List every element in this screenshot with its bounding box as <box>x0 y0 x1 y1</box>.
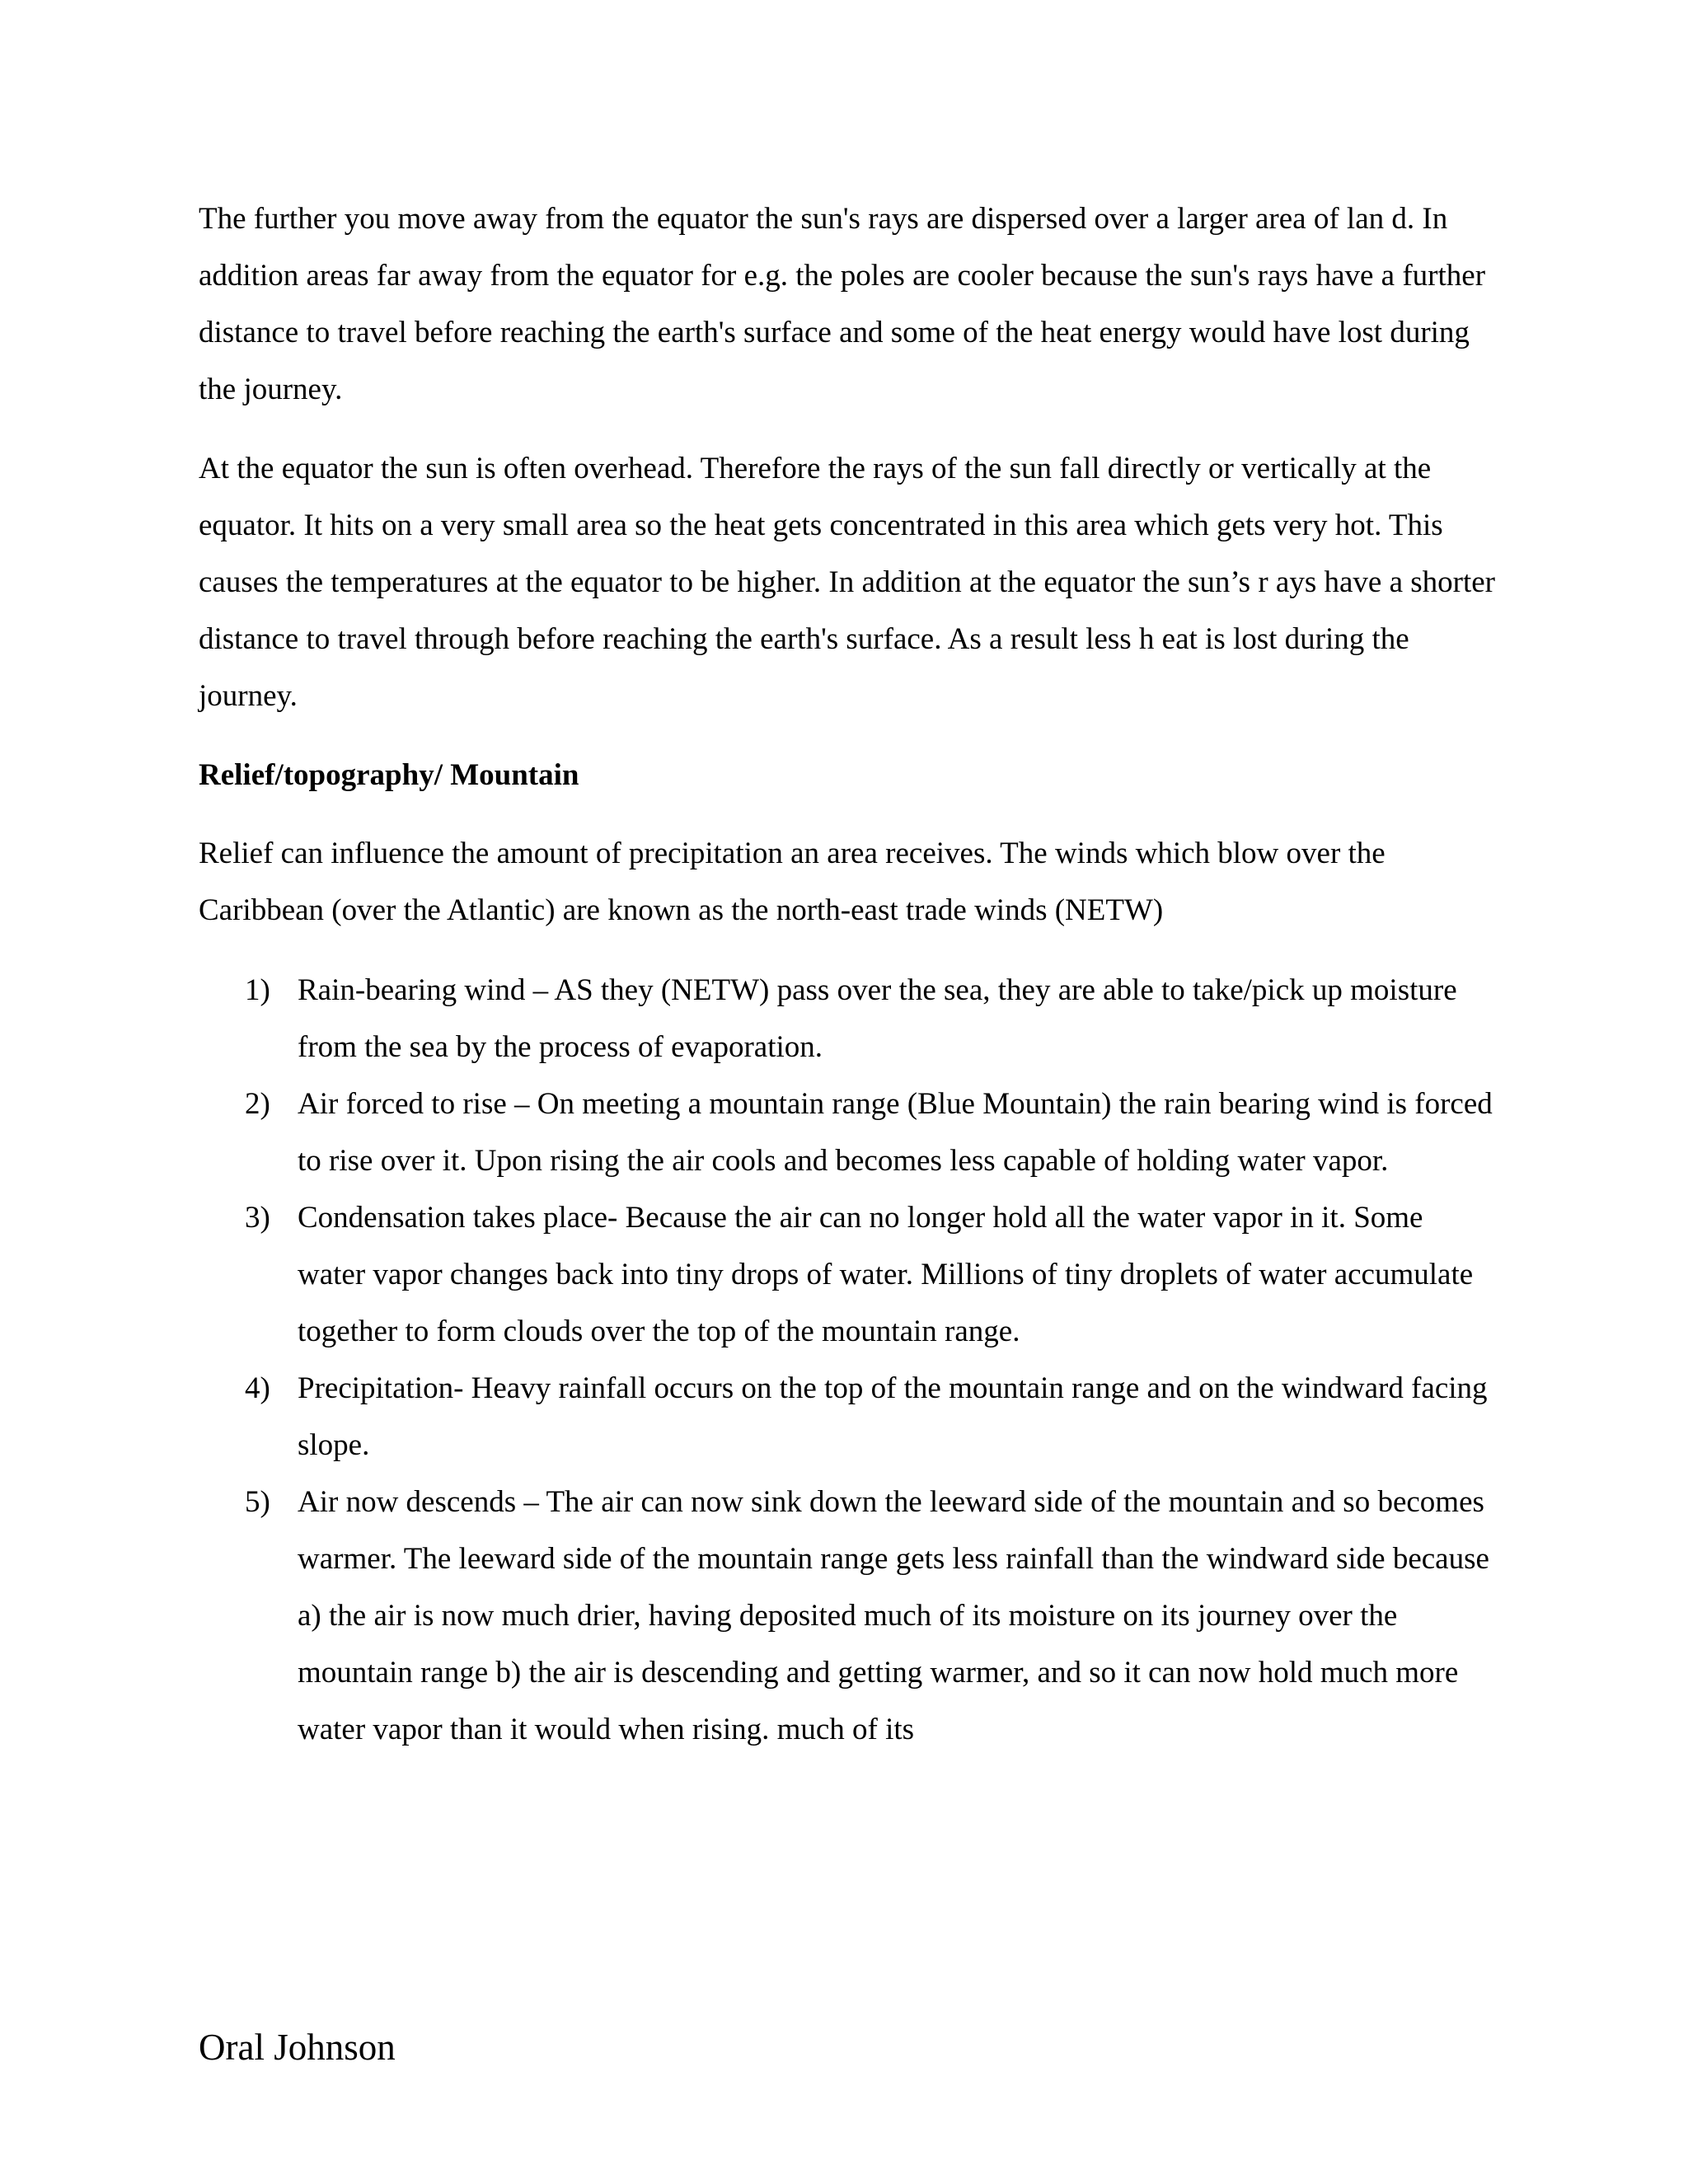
list-item-text: Precipitation- Heavy rainfall occurs on the top of the mountain range and on the windward facing slope. <box>298 1371 1488 1462</box>
list-item-text: Condensation takes place- Because the air can no longer hold all the water vapor in it. Some water vapor changes back into tiny drops of water. Millions of tiny droplets of water accumulate together to form clouds over the top of the mountain range. <box>298 1201 1474 1348</box>
paragraph-relief-intro: Relief can influence the amount of precipitation an area receives. The winds which blow over the Caribbean (over the Atlantic) are known as the north-east trade winds (NETW) <box>199 837 1386 927</box>
list-item <box>199 1360 1497 1474</box>
list-item <box>199 1474 1497 1758</box>
section-heading: Relief/topography/ Mountain <box>199 758 579 792</box>
list-number: 3) <box>245 1201 270 1235</box>
list-number: 5) <box>245 1485 270 1519</box>
list-item <box>199 1076 1497 1189</box>
footer-author: Oral Johnson <box>199 2027 396 2068</box>
list-number: 1) <box>245 973 270 1007</box>
list-item <box>199 962 1497 1076</box>
list-item-text: Air now descends – The air can now sink down the leeward side of the mountain and so becomes warmer. The leeward side of the mountain range gets less rainfall than the windward side because a) the air is now much drier, having deposited much of its moisture on its journey over the mountain range b) the air is descending and getting warmer, and so it can now hold much more water vapor than it would when rising. much of its <box>298 1485 1489 1746</box>
list-item-text: Rain-bearing wind – AS they (NETW) pass over the sea, they are able to take/pick up moisture from the sea by the process of evaporation. <box>298 973 1457 1064</box>
list-item-text: Air forced to rise – On meeting a mountain range (Blue Mountain) the rain bearing wind is forced to rise over it. Upon rising the air cools and becomes less capable of holding water vapor. <box>298 1087 1493 1178</box>
numbered-list <box>199 962 1497 1758</box>
list-number: 4) <box>245 1371 270 1405</box>
list-number: 2) <box>245 1087 270 1121</box>
paragraph-sun-dispersion: The further you move away from the equator the sun's rays are dispersed over a larger area of lan d. In addition areas far away from the equator for e.g. the poles are cooler because the sun's rays have a further distance to travel before reaching the earth's surface and some of the heat energy would have lost during the journey. <box>199 202 1486 406</box>
paragraph-equator-overhead: At the equator the sun is often overhead. Therefore the rays of the sun fall directly or vertically at the equator. It hits on a very small area so the heat gets concentrated in this area which gets very hot. This causes the temperatures at the equator to be higher. In addition at the equator the sun’s r ays have a shorter distance to travel through before reaching the earth's surface. As a result less h eat is lost during the journey. <box>199 452 1495 713</box>
list-item <box>199 1189 1497 1360</box>
